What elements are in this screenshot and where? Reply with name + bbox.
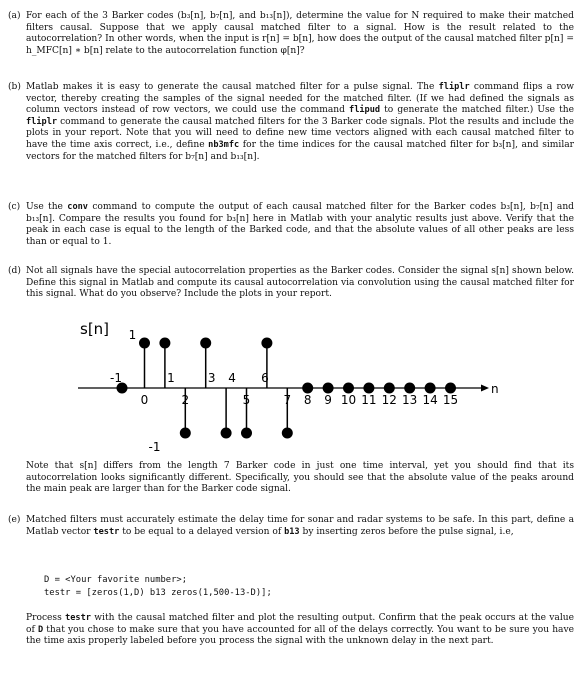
code-line-2: testr = [zeros(1,D) b13 zeros(1,500-13-D)]; [44,588,272,598]
text-run: Use the [26,202,68,212]
part-e [8,515,574,538]
tick-label: 10 [340,393,357,407]
part-c-label: (c) [8,202,21,212]
tick-label: 3 [207,371,216,385]
part-c [8,202,574,248]
tick-label: 0 [140,393,149,407]
part-d-text: Not all signals have the special autocorrelation properties as the Barker codes. Consider the signal s[n] shown below. Define this signal in Matlab and compute its causal autocorrelation via convolution using the causal matched filter for this signal. What do you observe? Include the plots in your report. [26,266,574,300]
part-b [8,82,574,163]
text-run: to be equal to a delayed version of [119,526,285,537]
stem-marker [159,338,170,349]
text-run: Matched filters must accurately estimate the delay time for sonar and radar systems to be safe. In this part, define a Matlab vector [26,515,574,537]
stem-marker [384,383,395,394]
stem-marker [139,338,150,349]
part-c-text [26,202,574,248]
code-run: flipud [349,105,381,116]
stem-marker [363,383,374,394]
part-d [8,266,574,301]
x-axis-label: n [491,382,499,396]
tick-label: 7 [283,393,292,407]
code-run: testr [93,526,120,537]
part-e-label: (e) [8,515,21,525]
tick-label: 2 [181,393,190,407]
stem-marker [404,383,415,394]
level-label-pos: 1 [128,328,137,342]
tick-label: 9 [324,393,332,407]
stem-marker [180,428,191,439]
part-b-label: (b) [8,82,21,92]
part-b-text [26,82,574,163]
stem-marker [241,428,252,439]
tick-label: 4 [228,371,236,385]
level-label-neg: -1 [148,440,161,454]
tick-label: 11 [361,393,377,407]
code-run: fliplr [438,82,470,92]
text-run: command flips a row vector, thereby creating the samples of the signal needed for the matched filter. (If we had defined the signals as column vectors instead of row vectors, we could use the command [26,82,574,116]
stem-marker [323,383,334,394]
code-run: b13 [284,526,300,537]
text-run: command to compute the output of each causal matched filter for the Barker codes b₃[n], b₇[n] and b₁₃[n]. Compare the results you found for b₃[n] here in Matlab with your analytic results just above. Verify that the peak in each case is equal to the length of the Barked code, and that the absolute values of all other peaks are less than or equal to 1. [26,202,574,247]
tick-label: 12 [381,393,397,407]
tick-label: 14 [422,393,438,407]
stem-marker [343,383,354,394]
stem-marker [221,428,232,439]
part-d-label: (d) [8,266,21,276]
code-line-1: D = <Your favorite number>; [44,575,187,585]
stem-group [110,328,458,454]
text-run: Process [26,613,66,623]
tick-label: 15 [442,393,459,407]
part-e-text [26,515,574,538]
text-run: command to generate the causal matched filters for the 3 Barker code signals. Plot the results and include the plots in your report. Note that you will need to define new time vectors aligned with each causal matched filter to have the time axis correct, i.e., define [26,116,574,150]
tick-label: 6 [261,371,269,385]
part-a-text: For each of the 3 Barker codes (b₃[n], b₇[n], and b₁₃[n]), determine the value for N required to make their matched filters causal. Suppose that we apply causal matched filter to a signal. How is the result related to the autocorrelation? In other words, when the input is r[n] = b[n], how does the output of the causal matched filter p[n] = h_MFC[n] ∗ b[n] relate to the autocorrelation function φ[n]? [26,11,574,56]
stem-marker [261,338,272,349]
stem-marker [302,383,313,394]
code-run: fliplr [26,116,58,127]
stem-marker [445,383,456,394]
x-axis-arrow [481,385,489,392]
text-run: that you chose to make sure that you have accounted for all of the delays correctly. You want to be sure you have the time axis properly labeled before you process the signal with the unknown delay in the next part. [26,624,574,647]
tick-label: 1 [167,371,175,385]
code-run: nb3mfc [208,139,240,150]
part-a-label: (a) [8,11,21,21]
text-run: for the time indices for the causal matched filter for b₃[n], and similar vectors for the matched filters for b₇[n] and b₁₃[n]. [26,139,574,162]
text-run: with the causal matched filter and plot the resulting output. Confirm that the peak occurs at the value of [26,613,574,635]
tick-label: 5 [242,393,251,407]
stem-marker [425,383,436,394]
part-e-followup [26,613,574,648]
code-run: testr [65,613,91,623]
signal-stem-plot [0,316,584,456]
code-run: conv [67,202,88,212]
tick-label: 8 [303,393,312,407]
text-run: Matlab makes it is easy to generate the causal matched filter for a pulse signal. The [26,82,439,92]
note-paragraph: Note that s[n] differs from the length 7 Barker code in just one time interval, yet you should find that its autocorrelation looks significantly different. Specifically, you should see that the absolute value of the peaks around the main peak are larger than for the Barker code signal. [26,461,574,495]
code-run: D [37,624,44,635]
text-run: by inserting zeros before the pulse signal, i.e, [299,526,514,537]
stem-marker [200,338,211,349]
part-a [8,11,574,57]
tick-label: 13 [402,393,418,407]
text-run: to generate the matched filter.) Use the [380,105,574,116]
stem-marker [282,428,293,439]
tick-label: -1 [110,371,122,385]
y-axis-label: s[n] [80,320,110,338]
